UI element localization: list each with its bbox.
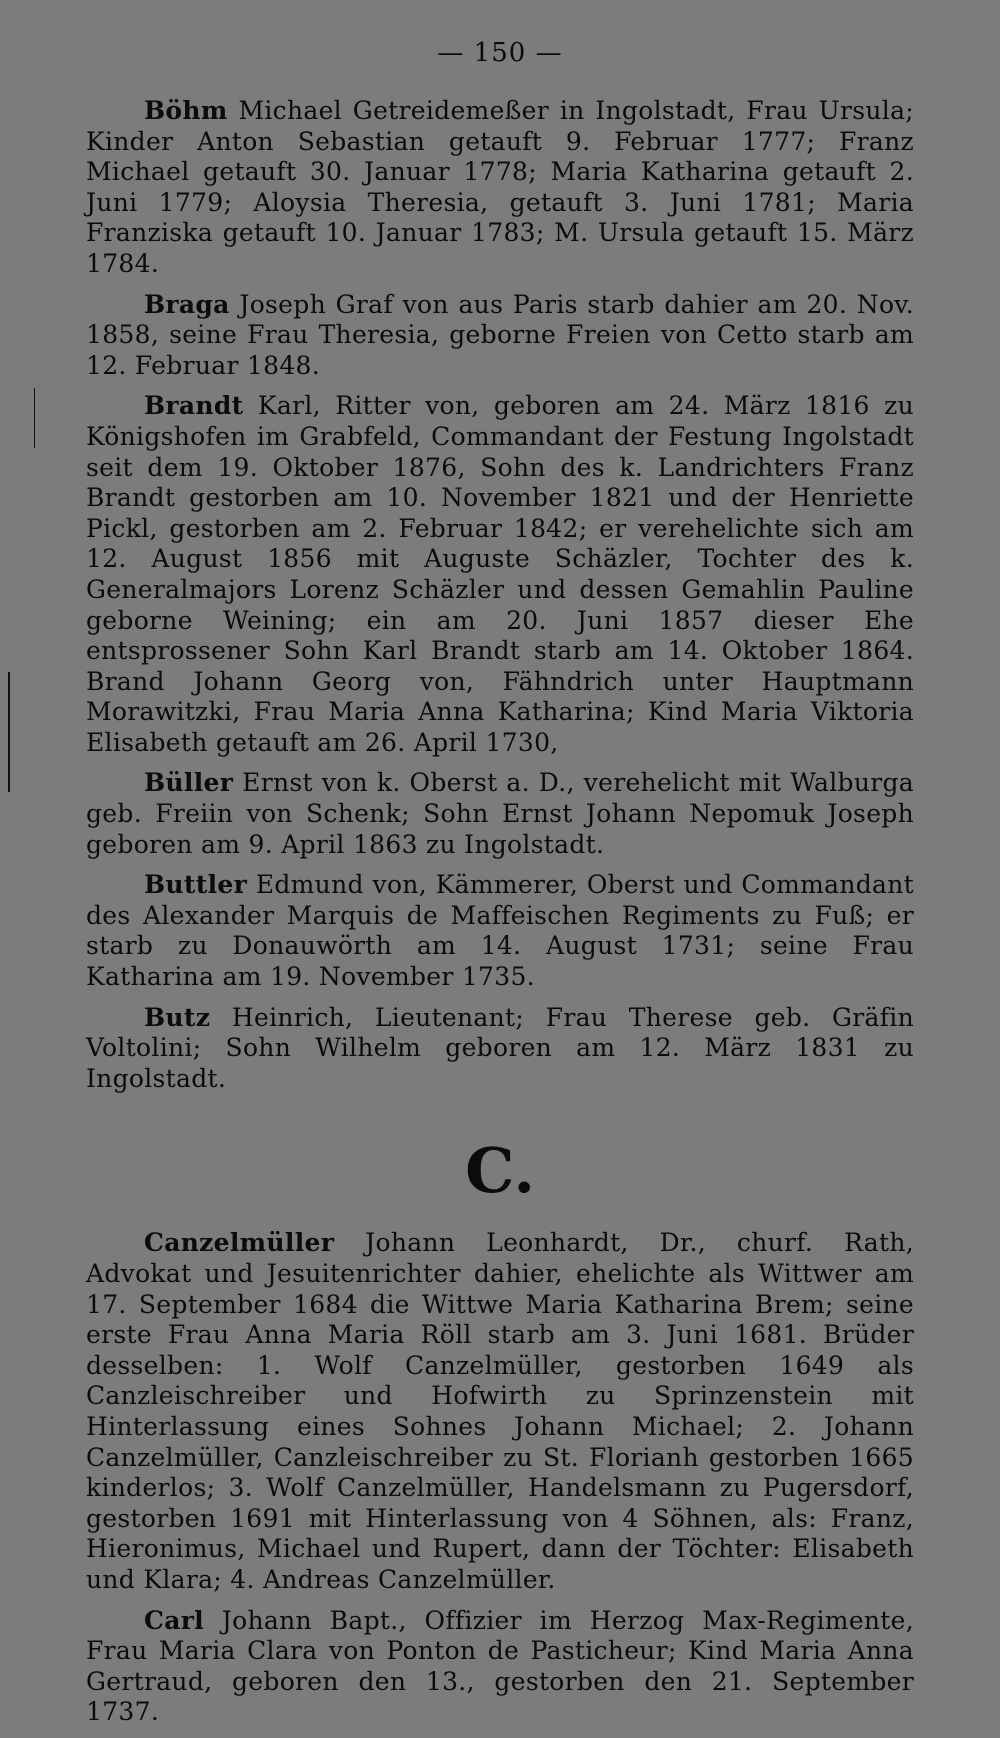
- entry-headword: Braga: [144, 289, 230, 319]
- entry-text: Johann Leonhardt, Dr., churf. Rath, Advokat und Jesuitenrichter dahier, ehelichte als Wittwer am 17. September 1684 die Wittwe Maria Katharina Brem; seine erste Frau Anna Maria Röll starb am 3. Juni 1681. Brüder desselben: 1. Wolf Canzelmüller, gestorben 1649 als Canzleischreiber und Hofwirth zu Sprinzenstein mit Hinterlassung eines Sohnes Johann Michael; 2. Johann Canzelmüller, Canzleischreiber zu St. Florianh gestorben 1665 kinderlos; 3. Wolf Canzelmüller, Handelsmann zu Pugersdorf, gestorben 1691 mit Hinterlassung von 4 Söhnen, als: Franz, Hieronimus, Michael und Rupert, dann der Töchter: Elisabeth und Klara; 4. Andreas Canzelmüller.: [86, 1228, 914, 1594]
- entry-headword: Böhm: [144, 96, 228, 125]
- entry-headword: Büller: [144, 768, 234, 798]
- entry-carl: [86, 1606, 914, 1728]
- entry-boehm: [86, 96, 914, 280]
- page-body: [86, 96, 914, 1738]
- entry-text: Edmund von, Kämmerer, Oberst und Commandant des Alexander Marquis de Maffeischen Regiments zu Fuß; er starb zu Donauwörth am 14. August 1731; seine Frau Katharina am 19. November 1735.: [86, 870, 915, 992]
- section-letter: C.: [465, 1134, 535, 1208]
- entry-headword: Butz: [144, 1002, 211, 1032]
- entry-text: Ernst von k. Oberst a. D., verehelicht mit Walburga geb. Freiin von Schenk; Sohn Ernst Johann Nepomuk Joseph geboren am 9. April 1863 zu Ingolstadt.: [86, 768, 914, 859]
- entry-text: Johann Bapt., Offizier im Herzog Max-Regimente, Frau Maria Clara von Ponton de Pasticheur; Kind Maria Anna Gertraud, geboren den 13., gestorben den 21. September 1737.: [86, 1605, 914, 1727]
- entry-brandt: [86, 391, 914, 758]
- entry-butz: [86, 1003, 914, 1095]
- entry-bueller: [86, 768, 914, 860]
- entry-canzelmueller: [86, 1228, 914, 1595]
- entry-text: Karl, Ritter von, geboren am 24. März 1816 zu Königshofen im Grabfeld, Commandant der Festung Ingolstadt seit dem 19. Oktober 1876, Sohn des k. Landrichters Franz Brandt gestorben am 10. November 1821 und der Henriette Pickl, gestorben am 2. Februar 1842; er verehelichte sich am 12. August 1856 mit Auguste Schäzler, Tochter des k. Generalmajors Lorenz Schäzler und dessen Gemahlin Pauline geborne Weining; ein am 20. Juni 1857 dieser Ehe entsprossener Sohn Karl Brandt starb am 14. Oktober 1864. Brand Johann Georg von, Fähndrich unter Hauptmann Morawitzki, Frau Maria Anna Katharina; Kind Maria Viktoria Elisabeth getauft am 26. April 1730,: [86, 391, 914, 757]
- entry-text: Michael Getreidemeßer in Ingolstadt, Frau Ursula; Kinder Anton Sebastian getauft 9. Februar 1777; Franz Michael getauft 30. Januar 1778; Maria Katharina getauft 2. Juni 1779; Aloysia Theresia, getauft 3. Juni 1781; Maria Franziska getauft 10. Januar 1783; M. Ursula getauft 15. März 1784.: [86, 96, 915, 278]
- entry-headword: Buttler: [144, 870, 248, 900]
- page-number: — 150 —: [437, 38, 563, 68]
- entry-headword: Carl: [144, 1605, 204, 1635]
- margin-mark: [34, 388, 35, 448]
- entry-headword: Canzelmüller: [144, 1228, 335, 1258]
- entry-braga: [86, 290, 914, 382]
- entry-text: Heinrich, Lieutenant; Frau Therese geb. Gräfin Voltolini; Sohn Wilhelm geboren am 12. März 1831 zu Ingolstadt.: [86, 1002, 914, 1093]
- entry-headword: Brandt: [144, 391, 244, 421]
- margin-mark: [8, 672, 10, 792]
- entry-buttler: [86, 870, 914, 992]
- entry-text: Joseph Graf von aus Paris starb dahier am 20. Nov. 1858, seine Frau Theresia, geborne Freien von Cetto starb am 12. Februar 1848.: [86, 289, 915, 380]
